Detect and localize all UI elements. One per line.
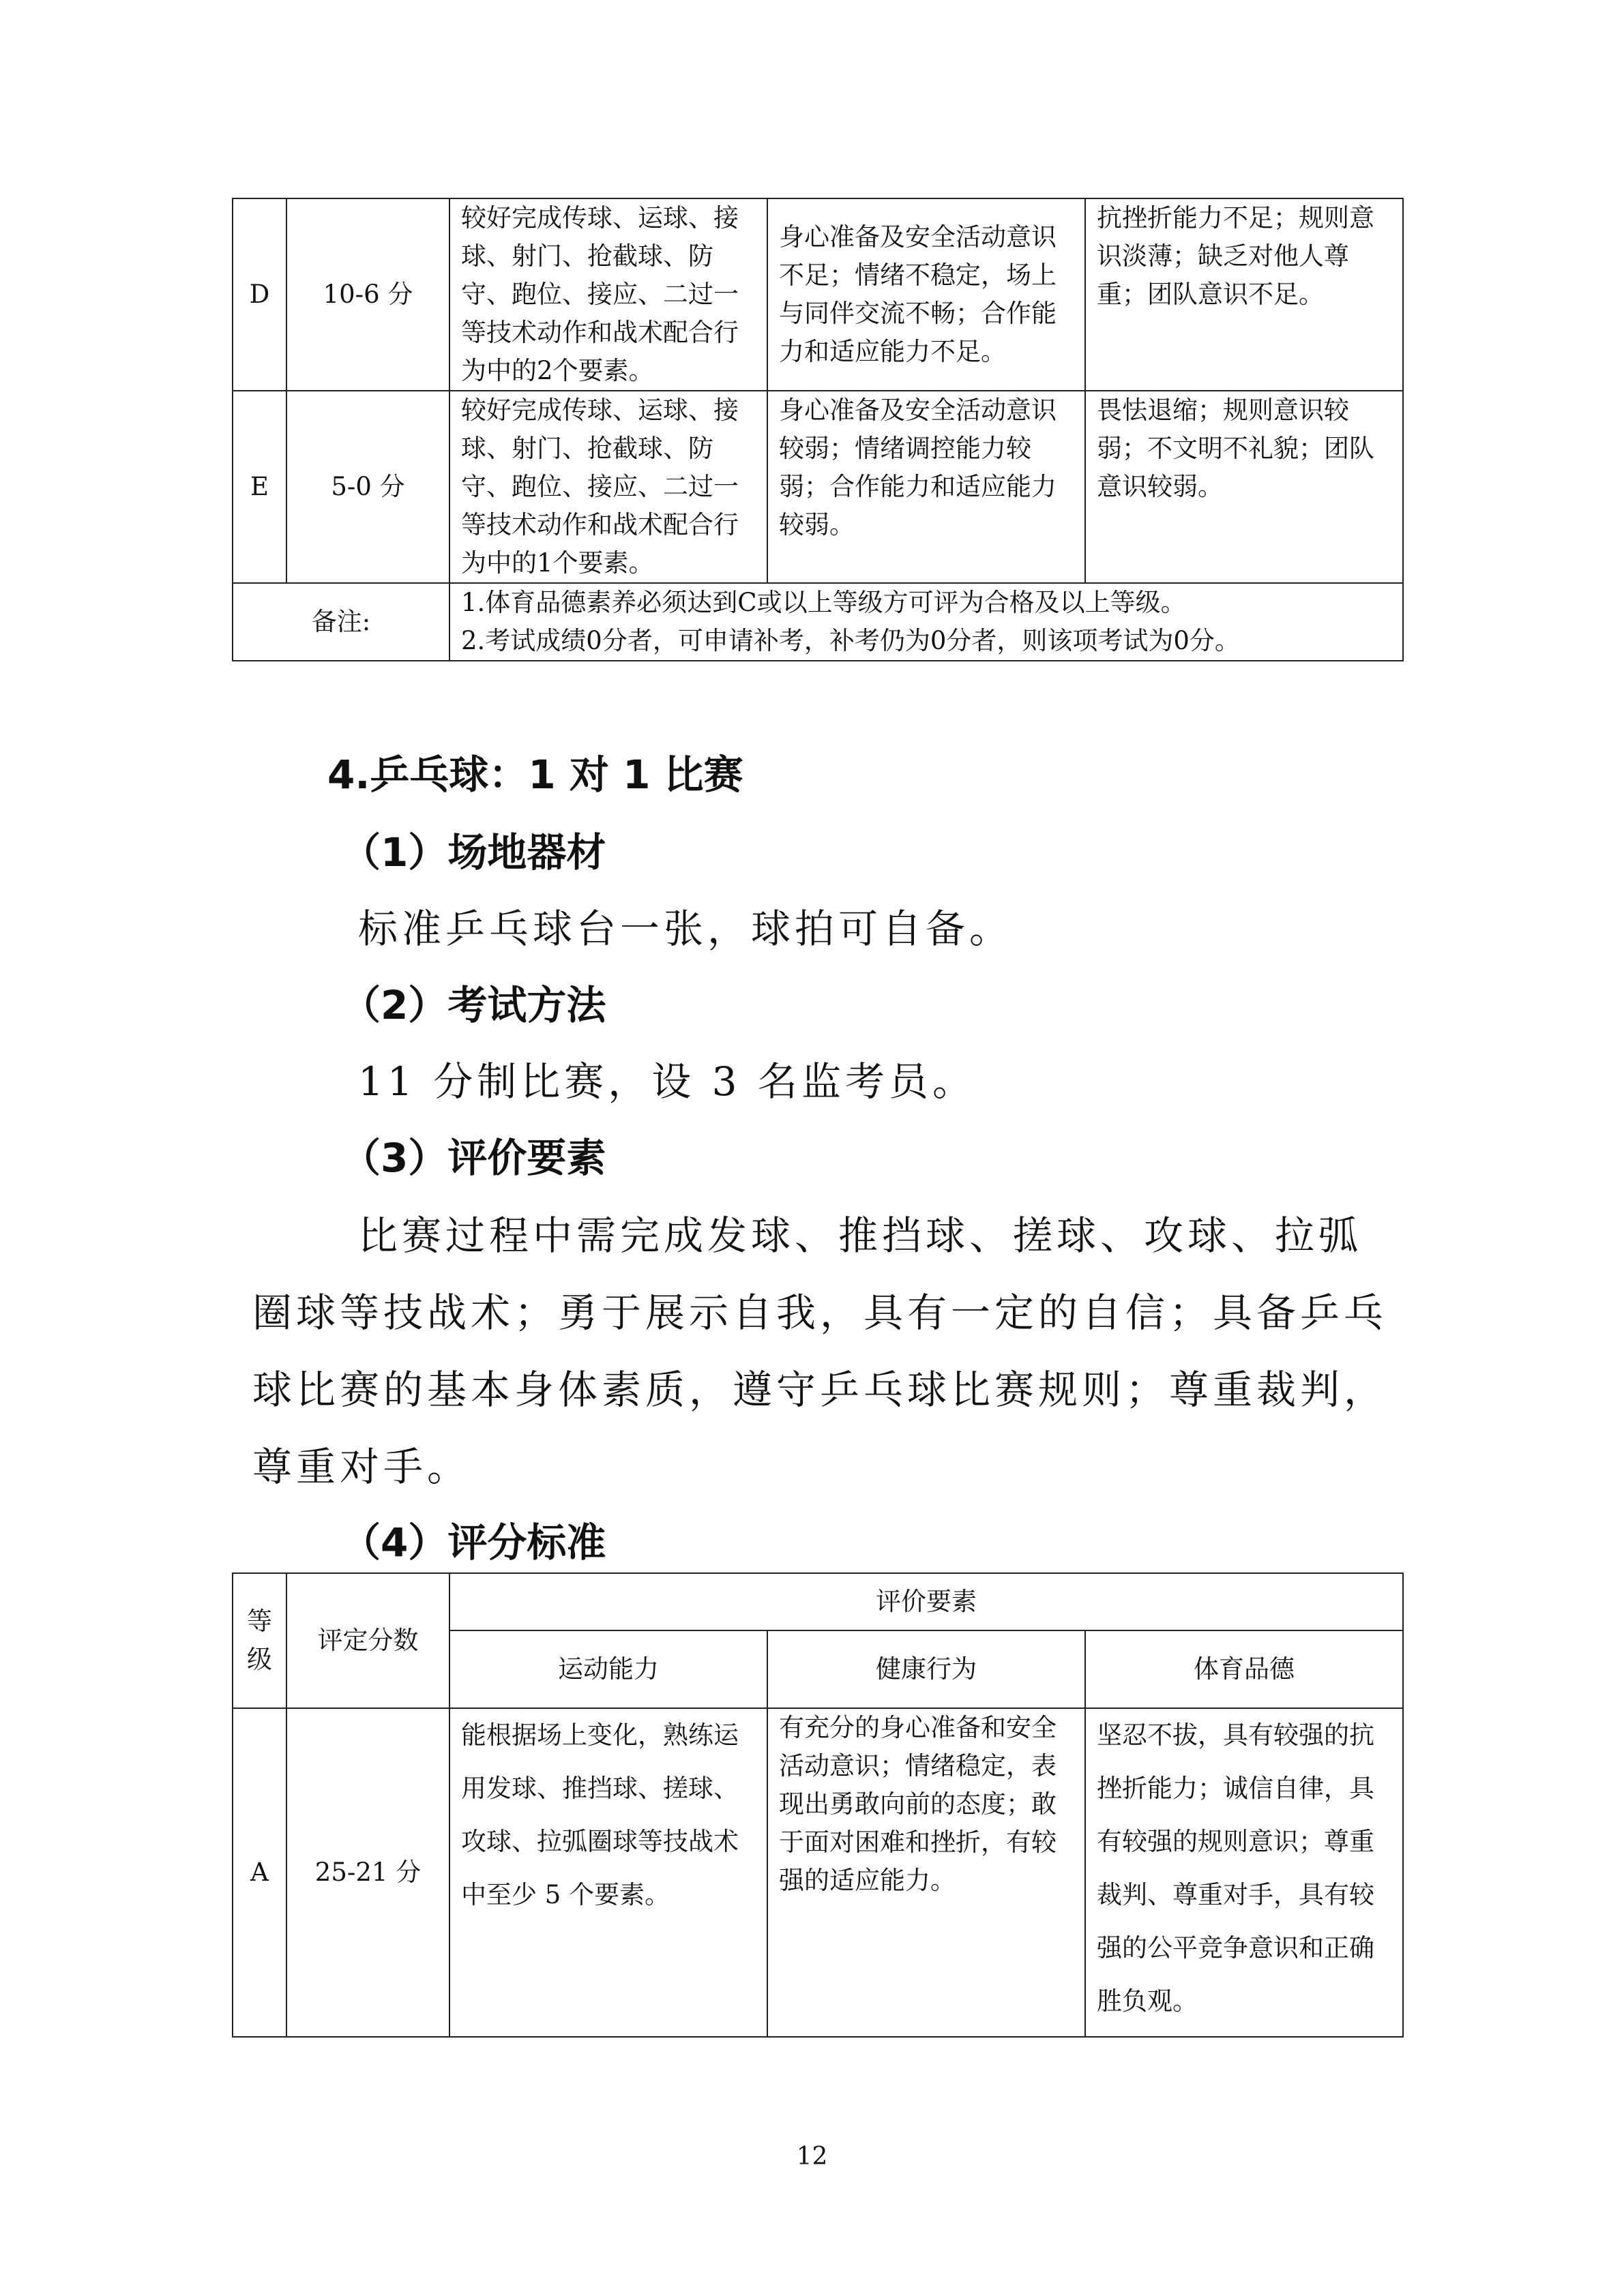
health-behavior-cell: 身心准备及安全活动意识不足；情绪不稳定，场上与同伴交流不畅；合作能力和适应能力不足。: [767, 198, 1085, 391]
header-elements: 评价要素: [449, 1573, 1403, 1630]
header-motor-ability: 运动能力: [449, 1630, 767, 1708]
grade-cell: A: [233, 1708, 286, 2037]
grade-cell: E: [233, 391, 286, 583]
health-behavior-cell: 有充分的身心准备和安全活动意识；情绪稳定，表现出勇敢向前的态度；敢于面对困难和挫折，有较强的适应能力。: [767, 1708, 1085, 2037]
header-grade: 等级: [233, 1573, 286, 1708]
score-cell: 5-0 分: [286, 391, 449, 583]
score-cell: 25-21 分: [286, 1708, 449, 2037]
subheading-scoring: （4）评分标准: [341, 1519, 606, 1566]
remark-line-2: 2.考试成绩0分者，可申请补考，补考仍为0分者，则该项考试为0分。: [461, 626, 1240, 655]
motor-ability-cell: 较好完成传球、运球、接球、射门、抢截球、防守、跑位、接应、二过一等技术动作和战术配合行为中的1个要素。: [449, 391, 767, 583]
paragraph-venue: 标准乒乓球台一张，球拍可自备。: [358, 906, 1014, 952]
sports-morality-cell: 坚忍不拔，具有较强的抗挫折能力；诚信自律，具有较强的规则意识；尊重裁判、尊重对手，具有较强的公平竞争意识和正确胜负观。: [1085, 1708, 1403, 2037]
sports-morality-cell: 畏怯退缩；规则意识较弱；不文明不礼貌；团队意识较弱。: [1085, 391, 1403, 583]
remark-label: 备注:: [233, 583, 449, 661]
paragraph-elements-line-3: 球比赛的基本身体素质，遵守乒乓球比赛规则；尊重裁判，: [252, 1367, 1388, 1413]
grading-table-continued: [232, 198, 1404, 661]
header-health-behavior: 健康行为: [767, 1630, 1085, 1708]
sports-morality-cell: 抗挫折能力不足；规则意识淡薄；缺乏对他人尊重；团队意识不足。: [1085, 198, 1403, 391]
motor-ability-cell: 较好完成传球、运球、接球、射门、抢截球、防守、跑位、接应、二过一等技术动作和战术配合行为中的2个要素。: [449, 198, 767, 391]
health-behavior-cell: 身心准备及安全活动意识较弱；情绪调控能力较弱；合作能力和适应能力较弱。: [767, 391, 1085, 583]
subheading-venue: （1）场地器材: [341, 829, 606, 876]
page-number: 12: [796, 2143, 828, 2171]
score-cell: 10-6 分: [286, 198, 449, 391]
table-row: [233, 1708, 1403, 2037]
table-row: [233, 198, 1403, 391]
remark-row: [233, 583, 1403, 661]
section-title: 4.乒乓球：1 对 1 比赛: [327, 751, 743, 798]
paragraph-elements-line-2: 圈球等技战术；勇于展示自我，具有一定的自信；具备乒乓: [252, 1289, 1388, 1336]
subheading-method: （2）考试方法: [341, 982, 606, 1028]
grade-cell: D: [233, 198, 286, 391]
scoring-table: [232, 1572, 1404, 2038]
subheading-elements: （3）评价要素: [341, 1135, 606, 1181]
table-header-row: [233, 1573, 1403, 1630]
paragraph-method: 11 分制比赛，设 3 名监考员。: [358, 1058, 977, 1105]
paragraph-elements-line-1: 比赛过程中需完成发球、推挡球、搓球、攻球、拉弧: [358, 1212, 1363, 1259]
table-row: [233, 391, 1403, 583]
header-score: 评定分数: [286, 1573, 449, 1708]
header-sports-morality: 体育品德: [1085, 1630, 1403, 1708]
remark-content: [449, 583, 1403, 661]
paragraph-elements-line-4: 尊重对手。: [252, 1444, 471, 1490]
remark-line-1: 1.体育品德素养必须达到C或以上等级方可评为合格及以上等级。: [461, 588, 1186, 617]
motor-ability-cell: 能根据场上变化，熟练运用发球、推挡球、搓球、攻球、拉弧圈球等技战术中至少 5 个要素。: [449, 1708, 767, 2037]
